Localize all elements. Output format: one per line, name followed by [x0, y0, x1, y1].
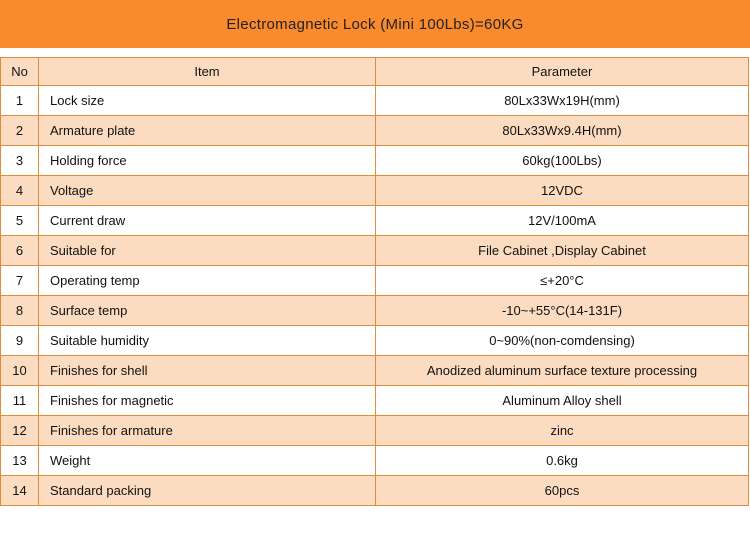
spec-table — [0, 57, 749, 506]
table-row — [1, 176, 749, 206]
page-title: Electromagnetic Lock (Mini 100Lbs)=60KG — [226, 15, 524, 33]
table-row — [1, 116, 749, 146]
table-title-bar — [0, 0, 750, 51]
table-row — [1, 416, 749, 446]
row-item: Finishes for shell — [39, 356, 376, 386]
row-no: 14 — [1, 476, 39, 506]
row-no: 8 — [1, 296, 39, 326]
row-item: Current draw — [39, 206, 376, 236]
row-item: Operating temp — [39, 266, 376, 296]
table-header-row — [1, 58, 749, 86]
row-item: Voltage — [39, 176, 376, 206]
table-row — [1, 326, 749, 356]
header-no: No — [1, 58, 39, 86]
table-row — [1, 146, 749, 176]
row-no: 9 — [1, 326, 39, 356]
row-parameter: 80Lx33Wx9.4H(mm) — [376, 116, 749, 146]
row-parameter: 60kg(100Lbs) — [376, 146, 749, 176]
row-no: 5 — [1, 206, 39, 236]
row-no: 4 — [1, 176, 39, 206]
row-no: 11 — [1, 386, 39, 416]
row-item: Suitable for — [39, 236, 376, 266]
header-item: Item — [39, 58, 376, 86]
table-row — [1, 386, 749, 416]
row-item: Weight — [39, 446, 376, 476]
row-parameter: 0~90%(non-comdensing) — [376, 326, 749, 356]
row-item: Holding force — [39, 146, 376, 176]
row-no: 6 — [1, 236, 39, 266]
row-parameter: 12VDC — [376, 176, 749, 206]
row-parameter: 60pcs — [376, 476, 749, 506]
row-parameter: 12V/100mA — [376, 206, 749, 236]
row-parameter: zinc — [376, 416, 749, 446]
row-no: 10 — [1, 356, 39, 386]
row-no: 1 — [1, 86, 39, 116]
table-row — [1, 296, 749, 326]
table-row — [1, 236, 749, 266]
row-parameter: ≤+20°C — [376, 266, 749, 296]
table-row — [1, 476, 749, 506]
row-item: Armature plate — [39, 116, 376, 146]
row-parameter: Anodized aluminum surface texture processing — [376, 356, 749, 386]
row-parameter: 0.6kg — [376, 446, 749, 476]
header-parameter: Parameter — [376, 58, 749, 86]
table-row — [1, 266, 749, 296]
row-no: 13 — [1, 446, 39, 476]
row-item: Finishes for magnetic — [39, 386, 376, 416]
table-row — [1, 86, 749, 116]
row-no: 2 — [1, 116, 39, 146]
row-item: Suitable humidity — [39, 326, 376, 356]
table-row — [1, 356, 749, 386]
row-item: Lock size — [39, 86, 376, 116]
table-row — [1, 206, 749, 236]
row-no: 3 — [1, 146, 39, 176]
row-parameter: Aluminum Alloy shell — [376, 386, 749, 416]
table-row — [1, 446, 749, 476]
row-item: Finishes for armature — [39, 416, 376, 446]
row-parameter: -10~+55°C(14-131F) — [376, 296, 749, 326]
row-item: Surface temp — [39, 296, 376, 326]
row-no: 7 — [1, 266, 39, 296]
row-no: 12 — [1, 416, 39, 446]
row-parameter: File Cabinet ,Display Cabinet — [376, 236, 749, 266]
row-item: Standard packing — [39, 476, 376, 506]
row-parameter: 80Lx33Wx19H(mm) — [376, 86, 749, 116]
